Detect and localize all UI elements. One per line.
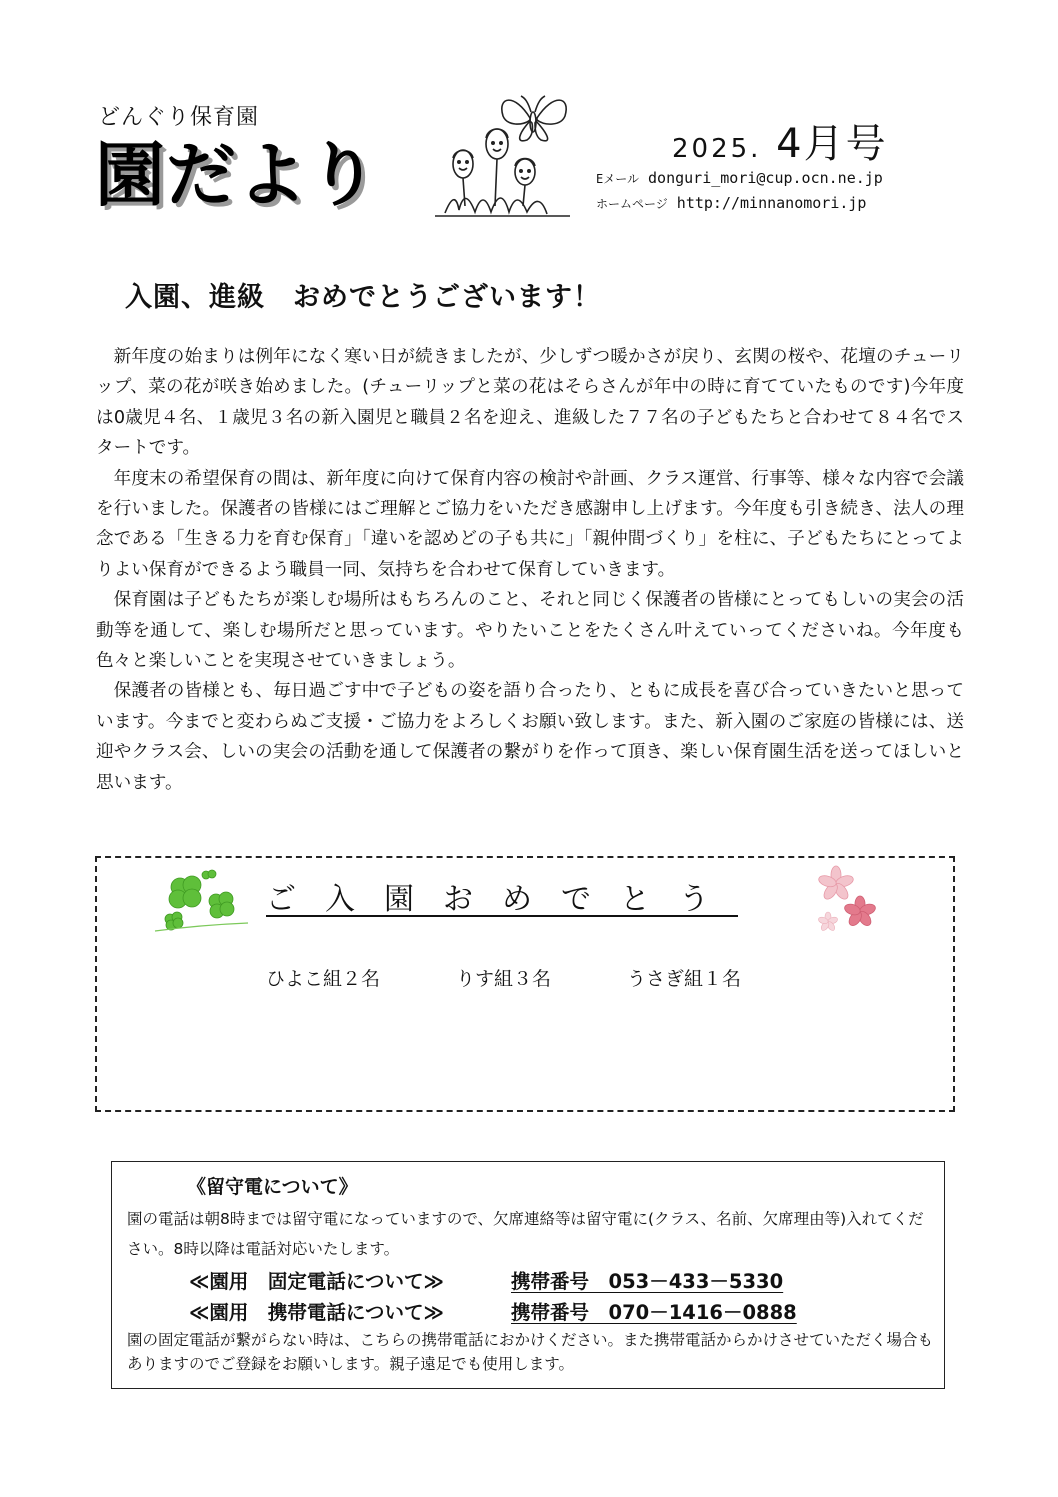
headline: 入園、進級 おめでとうございます！ [125,282,601,313]
landline-number[interactable]: 携帯番号 053－433－5330 [511,1270,784,1293]
school-name: どんぐり保育園 [98,105,260,130]
paragraph: 保護者の皆様とも、毎日過ごす中で子どもの姿を語り合ったり、ともに成長を喜び合っていきたいと思っています。今までと変わらぬご支援・ご協力をよろしくお願い致します。また、新入園のご家庭の皆様には、送迎やクラス会、しいの実会の活動を通して保護者の繋がりを作って頂き、楽しい保育園生活を送ってほしいと思います。 [96,681,964,793]
landline-label: ≪園用 固定電話について≫ [189,1270,444,1293]
email-label: Eメール [596,172,639,186]
mobile-label: ≪園用 携帯電話について≫ [189,1301,444,1324]
paragraph: 年度末の希望保育の間は、新年度に向けて保育内容の検討や計画、クラス運営、行事等、様々な内容で会議を行いました。保護者の皆様にはご理解とご協力をいただき感謝申し上げます。今年度も引き続き、法人の理念である「生きる力を育む保育」「違いを認めどの子も共に」「親仲間づくり」を柱に、子どもたちにとってよりよい保育ができるよう職員一同、気持ちを合わせて保育していきます。 [96,468,964,580]
phone-section-title: 《留守電について》 [187,1176,358,1198]
cherry-blossom-icon [812,862,890,940]
welcome-title: ご入園おめでとう [266,882,738,917]
homepage-link[interactable]: http://minnanomori.jp [676,194,867,212]
newsletter-title: 園だより [95,134,379,216]
voicemail-notice: 園の電話は朝8時までは留守電になっていますので、欠席連絡等は留守電に(クラス、名前、欠席理由等)入れてください。8時以降は電話対応いたします。 [127,1210,924,1258]
clover-icon [150,865,250,935]
mobile-row [189,1297,889,1327]
contact-info [596,166,883,216]
mobile-notice: 園の固定電話が繋がらない時は、こちらの携帯電話におかけください。また携帯電話からかけさせていただく場合もありますのでご登録をお願いします。親子遠足でも使用します。 [127,1331,934,1373]
new-students-list [266,964,817,991]
class-hiyoko: ひよこ組２名 [266,968,381,990]
paragraph: 新年度の始まりは例年になく寒い日が続きましたが、少しずつ暖かさが戻り、玄関の桜や、花壇のチューリップ、菜の花が咲き始めました。(チューリップと菜の花はそらさんが年中の時に育てていたものです)今年度は0歳児４名、１歳児３名の新入園児と職員２名を迎え、進級した７７名の子どもたちと合わせて８４名でスタートです。 [96,347,964,459]
paragraph: 保育園は子どもたちが楽しむ場所はもちろんのこと、それと同じく保護者の皆様にとってもしいの実会の活動等を通して、楽しむ場所だと思っています。やりたいことをたくさん叶えていってくださいね。今年度も色々と楽しいことを実現させていきましょう。 [96,590,964,672]
email-link[interactable]: donguri_mori@cup.ocn.ne.jp [648,169,883,187]
landline-row [189,1266,889,1296]
body-text [96,342,964,798]
issue-year: 2025. [672,134,762,164]
acorn-butterfly-illustration-icon [435,88,575,223]
issue-label [672,112,888,169]
issue-month: 4月号 [776,121,888,167]
class-usagi: うさぎ組１名 [627,968,742,990]
mobile-number[interactable]: 携帯番号 070－1416－0888 [511,1301,797,1324]
homepage-label: ホームページ [596,197,668,211]
class-risu: りす組３名 [456,968,552,990]
